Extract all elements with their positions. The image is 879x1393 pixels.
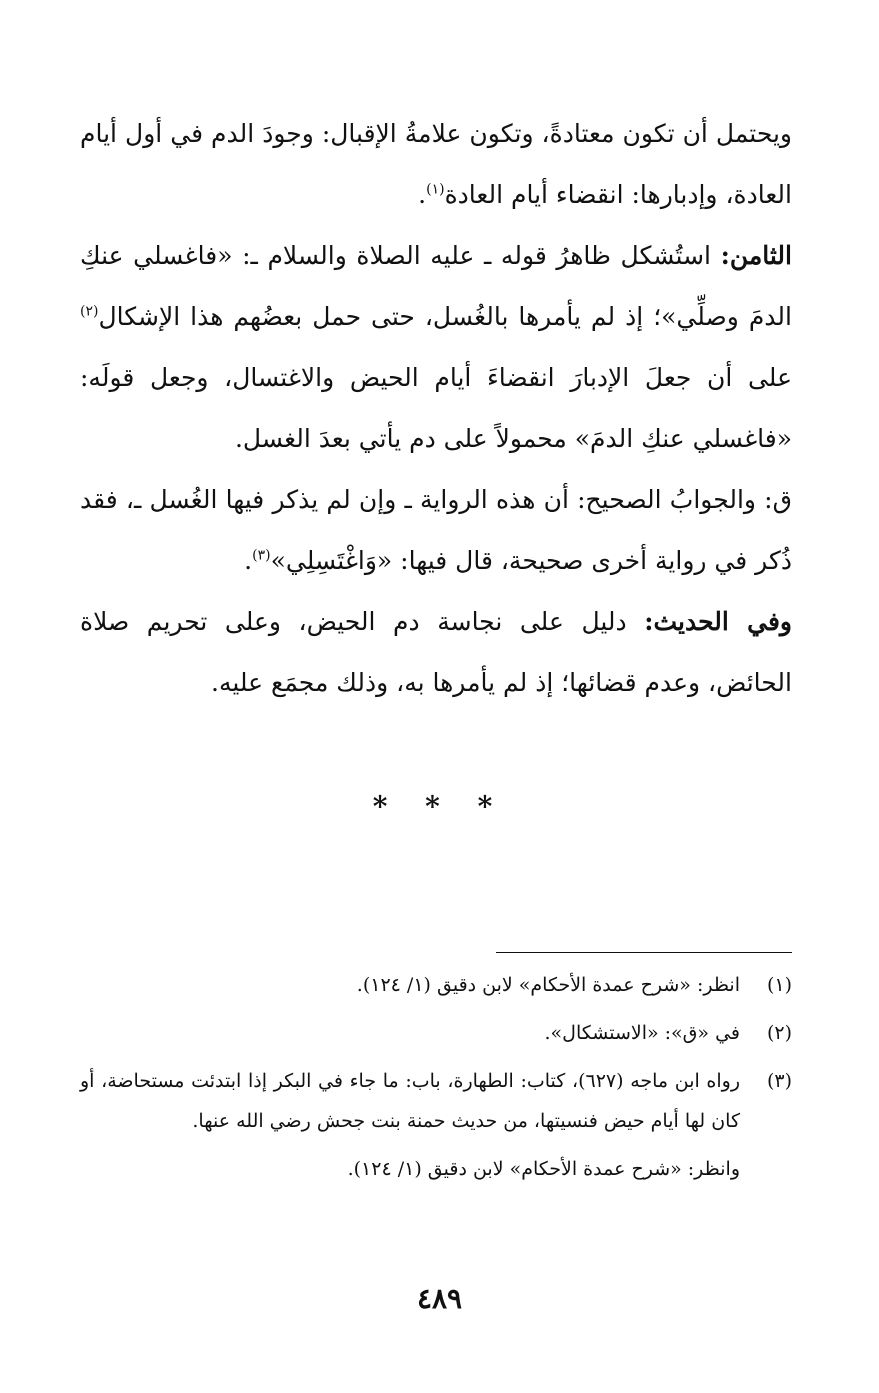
paragraph-1-end: .	[418, 180, 427, 209]
paragraph-1-text: ويحتمل أن تكون معتادةً، وتكون علامةُ الإقبال: وجودَ الدم في أول أيام العادة، وإدبارها: انقضاء أيام العادة	[80, 119, 792, 209]
footnote-1-text: انظر: «شرح عمدة الأحكام» لابن دقيق (١/ ١٢٤).	[356, 974, 740, 996]
paragraph-3-end: .	[244, 546, 253, 575]
footnote-3-number: (٣)	[766, 1070, 792, 1092]
section-separator: * * *	[372, 790, 507, 823]
footnotes	[80, 965, 792, 1189]
paragraph-2	[80, 225, 792, 469]
footnote-divider	[496, 952, 792, 953]
paragraph-4	[80, 591, 792, 713]
footnote-3	[80, 1061, 792, 1141]
footnote-2-text: في «ق»: «الاستشكال».	[544, 1022, 740, 1044]
page-number: ٤٨٩	[416, 1282, 463, 1315]
paragraph-3	[80, 469, 792, 591]
footnote-2-number: (٢)	[766, 1022, 792, 1044]
paragraph-2-text-b: على أن جعلَ الإدبارَ انقضاءَ أيام الحيض والاغتسال، وجعل قولَه: «فاغسلي عنكِ الدمَ» محمولاً على دم يأتي بعدَ الغسل.	[80, 363, 792, 453]
footnote-ref-2: (٢)	[80, 303, 99, 320]
footnote-ref-3: (٣)	[252, 547, 271, 564]
paragraph-4-lead: وفي الحديث:	[644, 607, 793, 636]
footnote-1	[80, 965, 792, 1005]
paragraph-1	[80, 103, 792, 225]
footnote-1-number: (١)	[766, 974, 792, 996]
footnote-2	[80, 1013, 792, 1053]
paragraph-2-text-a: استُشكل ظاهرُ قوله ـ عليه الصلاة والسلام ـ: «فاغسلي عنكِ الدمَ وصلِّي»؛ إذ لم يأمرها بالغُسل، حتى حمل بعضُهم هذا الإشكال	[80, 241, 792, 331]
paragraph-2-lead: الثامن:	[720, 241, 792, 270]
paragraph-3-text: ق: والجوابُ الصحيح: أن هذه الرواية ـ وإن لم يذكر فيها الغُسل ـ، فقد ذُكر في رواية أخرى صحيحة، قال فيها: «وَاغْتَسِلِي»	[80, 485, 792, 575]
footnote-3-text: رواه ابن ماجه (٦٢٧)، كتاب: الطهارة، باب: ما جاء في البكر إذا ابتدئت مستحاضة، أو كان لها أيام حيض فنسيتها، من حديث حمنة بنت جحش رضي الله عنها.	[80, 1070, 740, 1132]
footnote-ref-1: (١)	[426, 181, 445, 198]
paragraph-4-text: دليل على نجاسة دم الحيض، وعلى تحريم صلاة الحائض، وعدم قضائها؛ إذ لم يأمرها به، وذلك مجمَع عليه.	[80, 607, 792, 697]
footnote-3-extra: وانظر: «شرح عمدة الأحكام» لابن دقيق (١/ ١٢٤).	[347, 1158, 740, 1180]
